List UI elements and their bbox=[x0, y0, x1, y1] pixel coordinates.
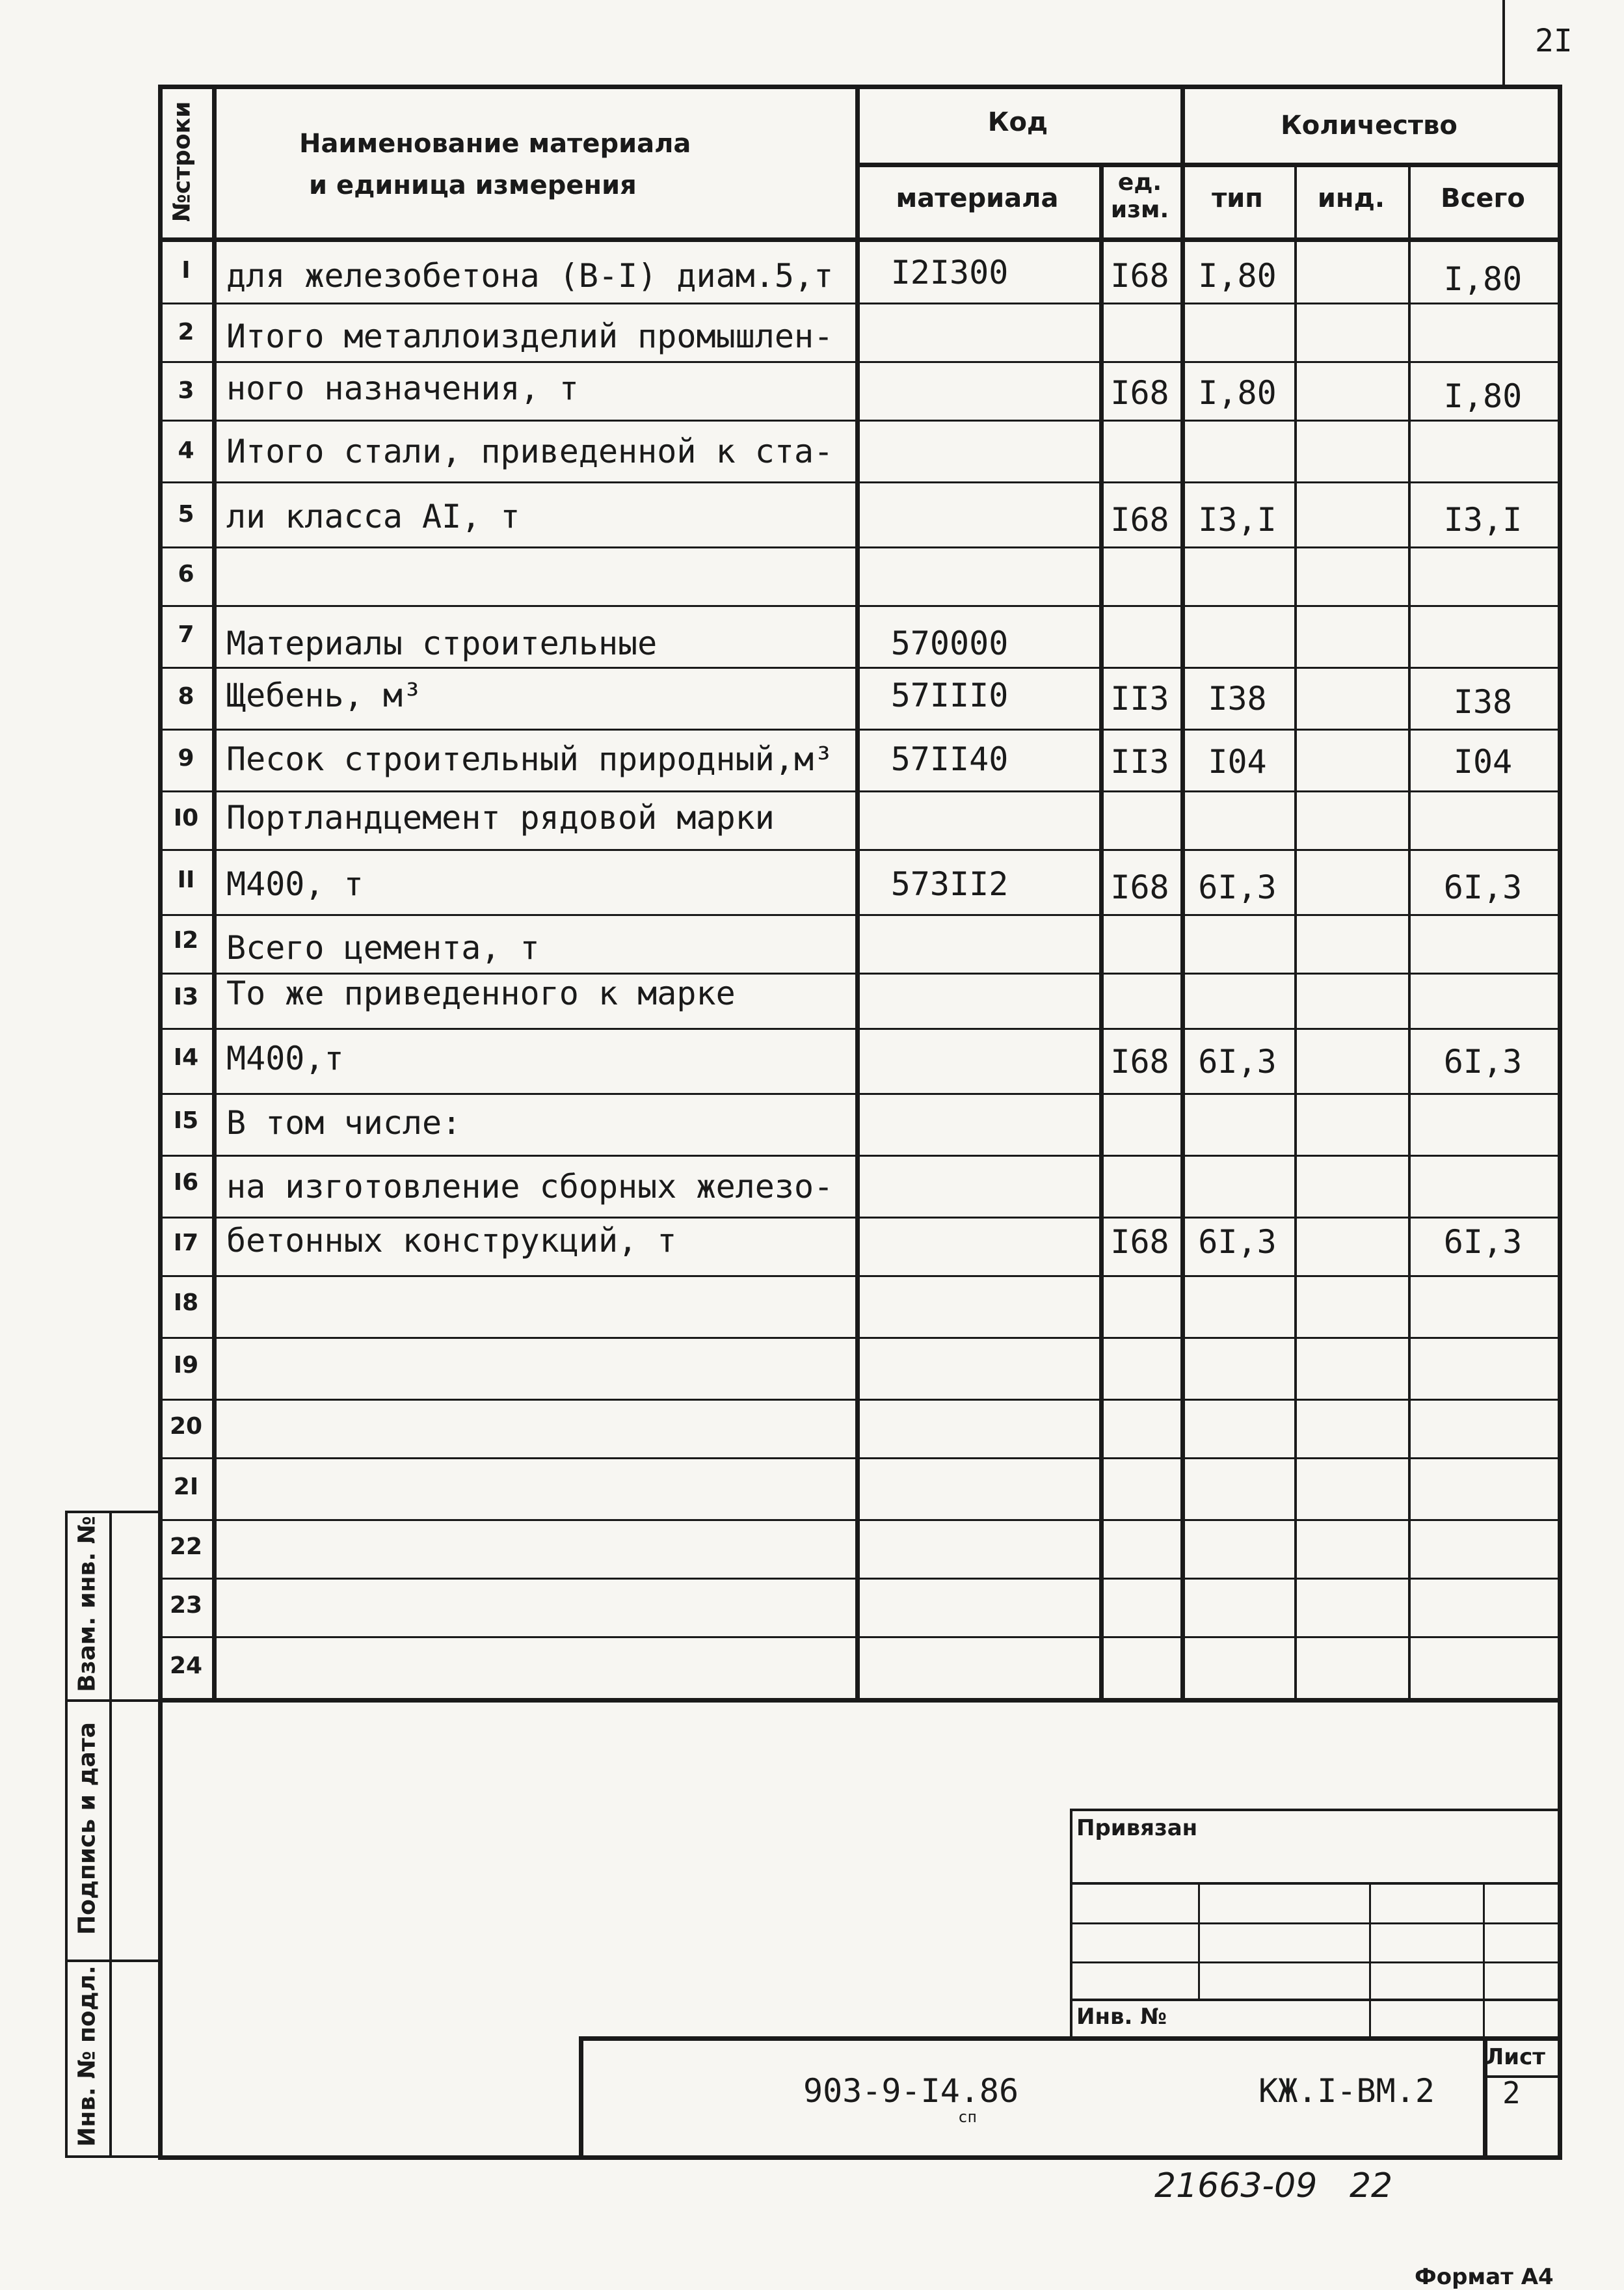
header-sub-line bbox=[855, 163, 1558, 167]
label-sign-date: Подпись и дата bbox=[73, 1722, 101, 1935]
header-individual: инд. bbox=[1317, 183, 1385, 213]
page-number-border bbox=[1502, 0, 1505, 85]
col-divider-type bbox=[1294, 163, 1297, 1699]
label-replace-inv: Взам. инв. № bbox=[73, 1516, 101, 1692]
doc-code: 903-9-I4.86 bbox=[803, 2072, 1019, 2110]
frame-right bbox=[1558, 85, 1562, 2160]
doc-mark: КЖ.I-ВМ.2 bbox=[1258, 2072, 1435, 2110]
header-total: Всего bbox=[1441, 183, 1525, 213]
doc-code-sub: сп bbox=[958, 2108, 977, 2126]
header-material: материала bbox=[896, 183, 1059, 213]
page-number: 2I bbox=[1535, 23, 1573, 59]
header-quantity: Количество bbox=[1281, 111, 1458, 141]
label-sheet: Лист bbox=[1485, 2044, 1545, 2070]
header-name-line1: Наименование материала bbox=[299, 129, 691, 159]
header-bottom-line bbox=[158, 237, 1562, 242]
side-stamp-left bbox=[65, 1511, 68, 2158]
label-inv-orig: Инв. № подл. bbox=[73, 1965, 101, 2147]
handwritten-archive-number: 21663-09 22 bbox=[1154, 2166, 1393, 2205]
format-label: Формат А4 bbox=[1415, 2264, 1554, 2290]
header-code: Код bbox=[987, 107, 1048, 137]
header-row-number: №строки bbox=[168, 101, 196, 222]
frame-bottom bbox=[158, 2155, 1562, 2160]
frame-top bbox=[158, 85, 1562, 89]
side-stamp-mid bbox=[109, 1511, 112, 2158]
header-type: тип bbox=[1212, 183, 1263, 213]
label-inv-no: Инв. № bbox=[1076, 2004, 1167, 2030]
label-attached: Привязан bbox=[1076, 1815, 1198, 1841]
header-name-line2: и единица измерения bbox=[309, 170, 637, 200]
header-unit-line1: ед. bbox=[1117, 169, 1162, 196]
sheet-number: 2 bbox=[1502, 2075, 1521, 2110]
header-unit-line2: изм. bbox=[1110, 196, 1169, 223]
